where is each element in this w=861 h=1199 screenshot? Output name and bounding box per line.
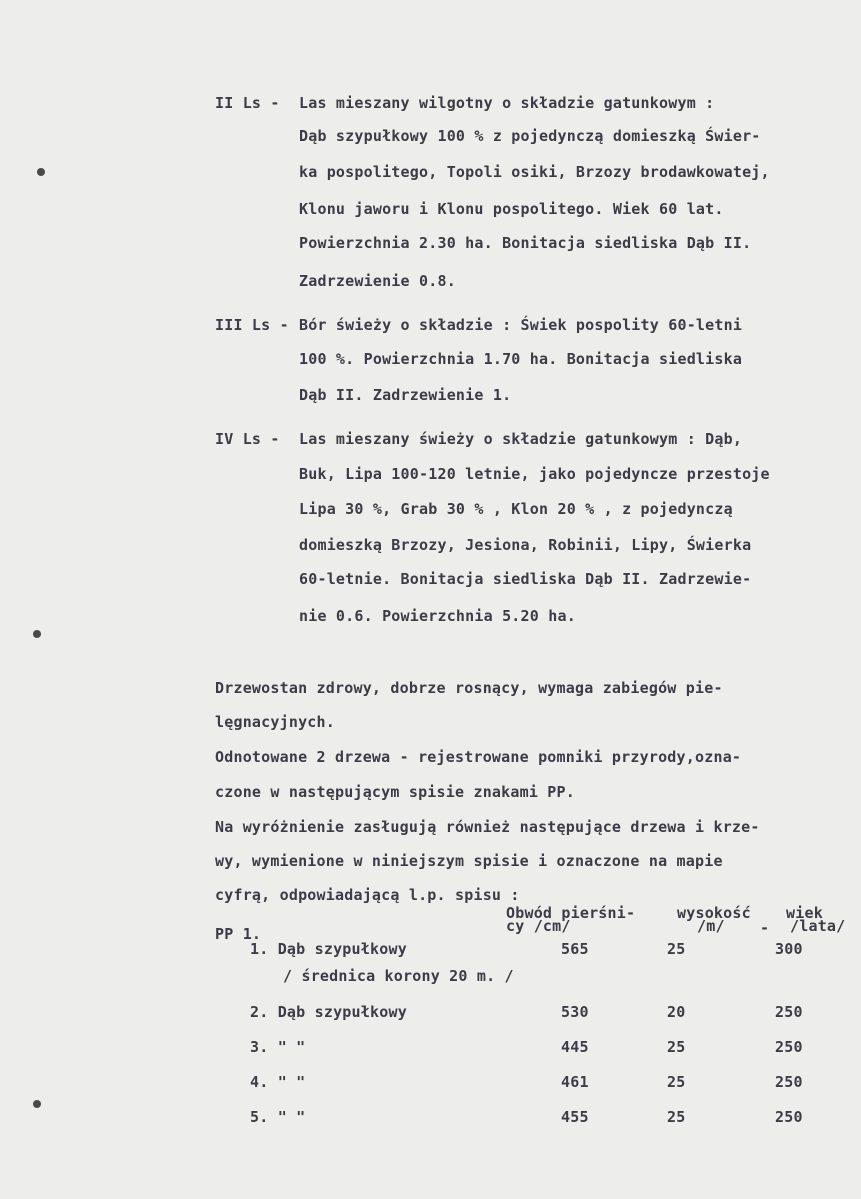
header-dash: - [760,919,770,937]
tree-age: 250 [775,1003,803,1021]
paragraph-line: Drzewostan zdrowy, dobrze rosnący, wymaga zabiegów pie- [215,679,723,697]
section-line: Buk, Lipa 100-120 letnie, jako pojedyncze przestoje [299,465,770,483]
tree-note: / średnica korony 20 m. / [283,967,514,985]
section-line: Powierzchnia 2.30 ha. Bonitacja siedliska Dąb II. [299,234,752,252]
tree-height: 25 [667,1108,686,1126]
group-label: PP 1. [215,925,262,943]
tree-age: 300 [775,940,803,958]
tree-name: 1. Dąb szypułkowy [250,940,407,958]
section-line: Dąb II. Zadrzewienie 1. [299,386,512,404]
header-height-unit: /m/ [697,917,725,935]
tree-circumference: 455 [561,1108,589,1126]
section-line: domieszką Brzozy, Jesiona, Robinii, Lipy, Świerka [299,536,752,554]
section-line: Klonu jaworu i Klonu pospolitego. Wiek 60 lat. [299,200,724,218]
header-circumference-unit: cy /cm/ [506,917,571,935]
punch-hole-bottom [33,1100,41,1108]
paragraph-line: Odnotowane 2 drzewa - rejestrowane pomniki przyrody,ozna- [215,748,742,766]
tree-name: 5. " " [250,1108,306,1126]
tree-age: 250 [775,1108,803,1126]
section-line: Dąb szypułkowy 100 % z pojedynczą domieszką Świer- [299,127,761,145]
section-label: III Ls - [215,316,289,334]
tree-height: 25 [667,1073,686,1091]
punch-hole-middle [33,630,41,638]
section-line: 60-letnie. Bonitacja siedliska Dąb II. Zadrzewie- [299,570,752,588]
tree-name: 2. Dąb szypułkowy [250,1003,407,1021]
section-line: Lipa 30 %, Grab 30 % , Klon 20 % , z pojedynczą [299,500,733,518]
tree-circumference: 565 [561,940,589,958]
section-line: nie 0.6. Powierzchnia 5.20 ha. [299,607,576,625]
tree-circumference: 461 [561,1073,589,1091]
paragraph-line: lęgnacyjnych. [215,713,335,731]
paragraph-line: czone w następującym spisie znakami PP. [215,783,575,801]
header-circumference: Obwód pierśni- [506,904,636,922]
tree-name: 3. " " [250,1038,306,1056]
tree-circumference: 530 [561,1003,589,1021]
header-height: wysokość [677,904,751,922]
section-line: Zadrzewienie 0.8. [299,272,456,290]
tree-height: 25 [667,1038,686,1056]
section-label: II Ls - [215,94,280,112]
tree-age: 250 [775,1073,803,1091]
section-line: Las mieszany wilgotny o składzie gatunkowym : [299,94,715,112]
paragraph-line: cyfrą, odpowiadającą l.p. spisu : [215,886,520,904]
header-age-unit: /lata/ [790,917,846,935]
punch-hole-top [37,168,45,176]
tree-name: 4. " " [250,1073,306,1091]
paragraph-line: wy, wymienione w niniejszym spisie i oznaczone na mapie [215,852,723,870]
section-label: IV Ls - [215,430,280,448]
section-line: Bór świeży o składzie : Świek pospolity 60-letni [299,316,743,334]
tree-height: 25 [667,940,686,958]
section-line: ka pospolitego, Topoli osiki, Brzozy brodawkowatej, [299,163,770,181]
header-age: wiek [786,904,823,922]
section-line: Las mieszany świeży o składzie gatunkowym : Dąb, [299,430,743,448]
tree-height: 20 [667,1003,686,1021]
section-line: 100 %. Powierzchnia 1.70 ha. Bonitacja siedliska [299,350,743,368]
tree-circumference: 445 [561,1038,589,1056]
tree-age: 250 [775,1038,803,1056]
paragraph-line: Na wyróżnienie zasługują również następujące drzewa i krze- [215,818,760,836]
